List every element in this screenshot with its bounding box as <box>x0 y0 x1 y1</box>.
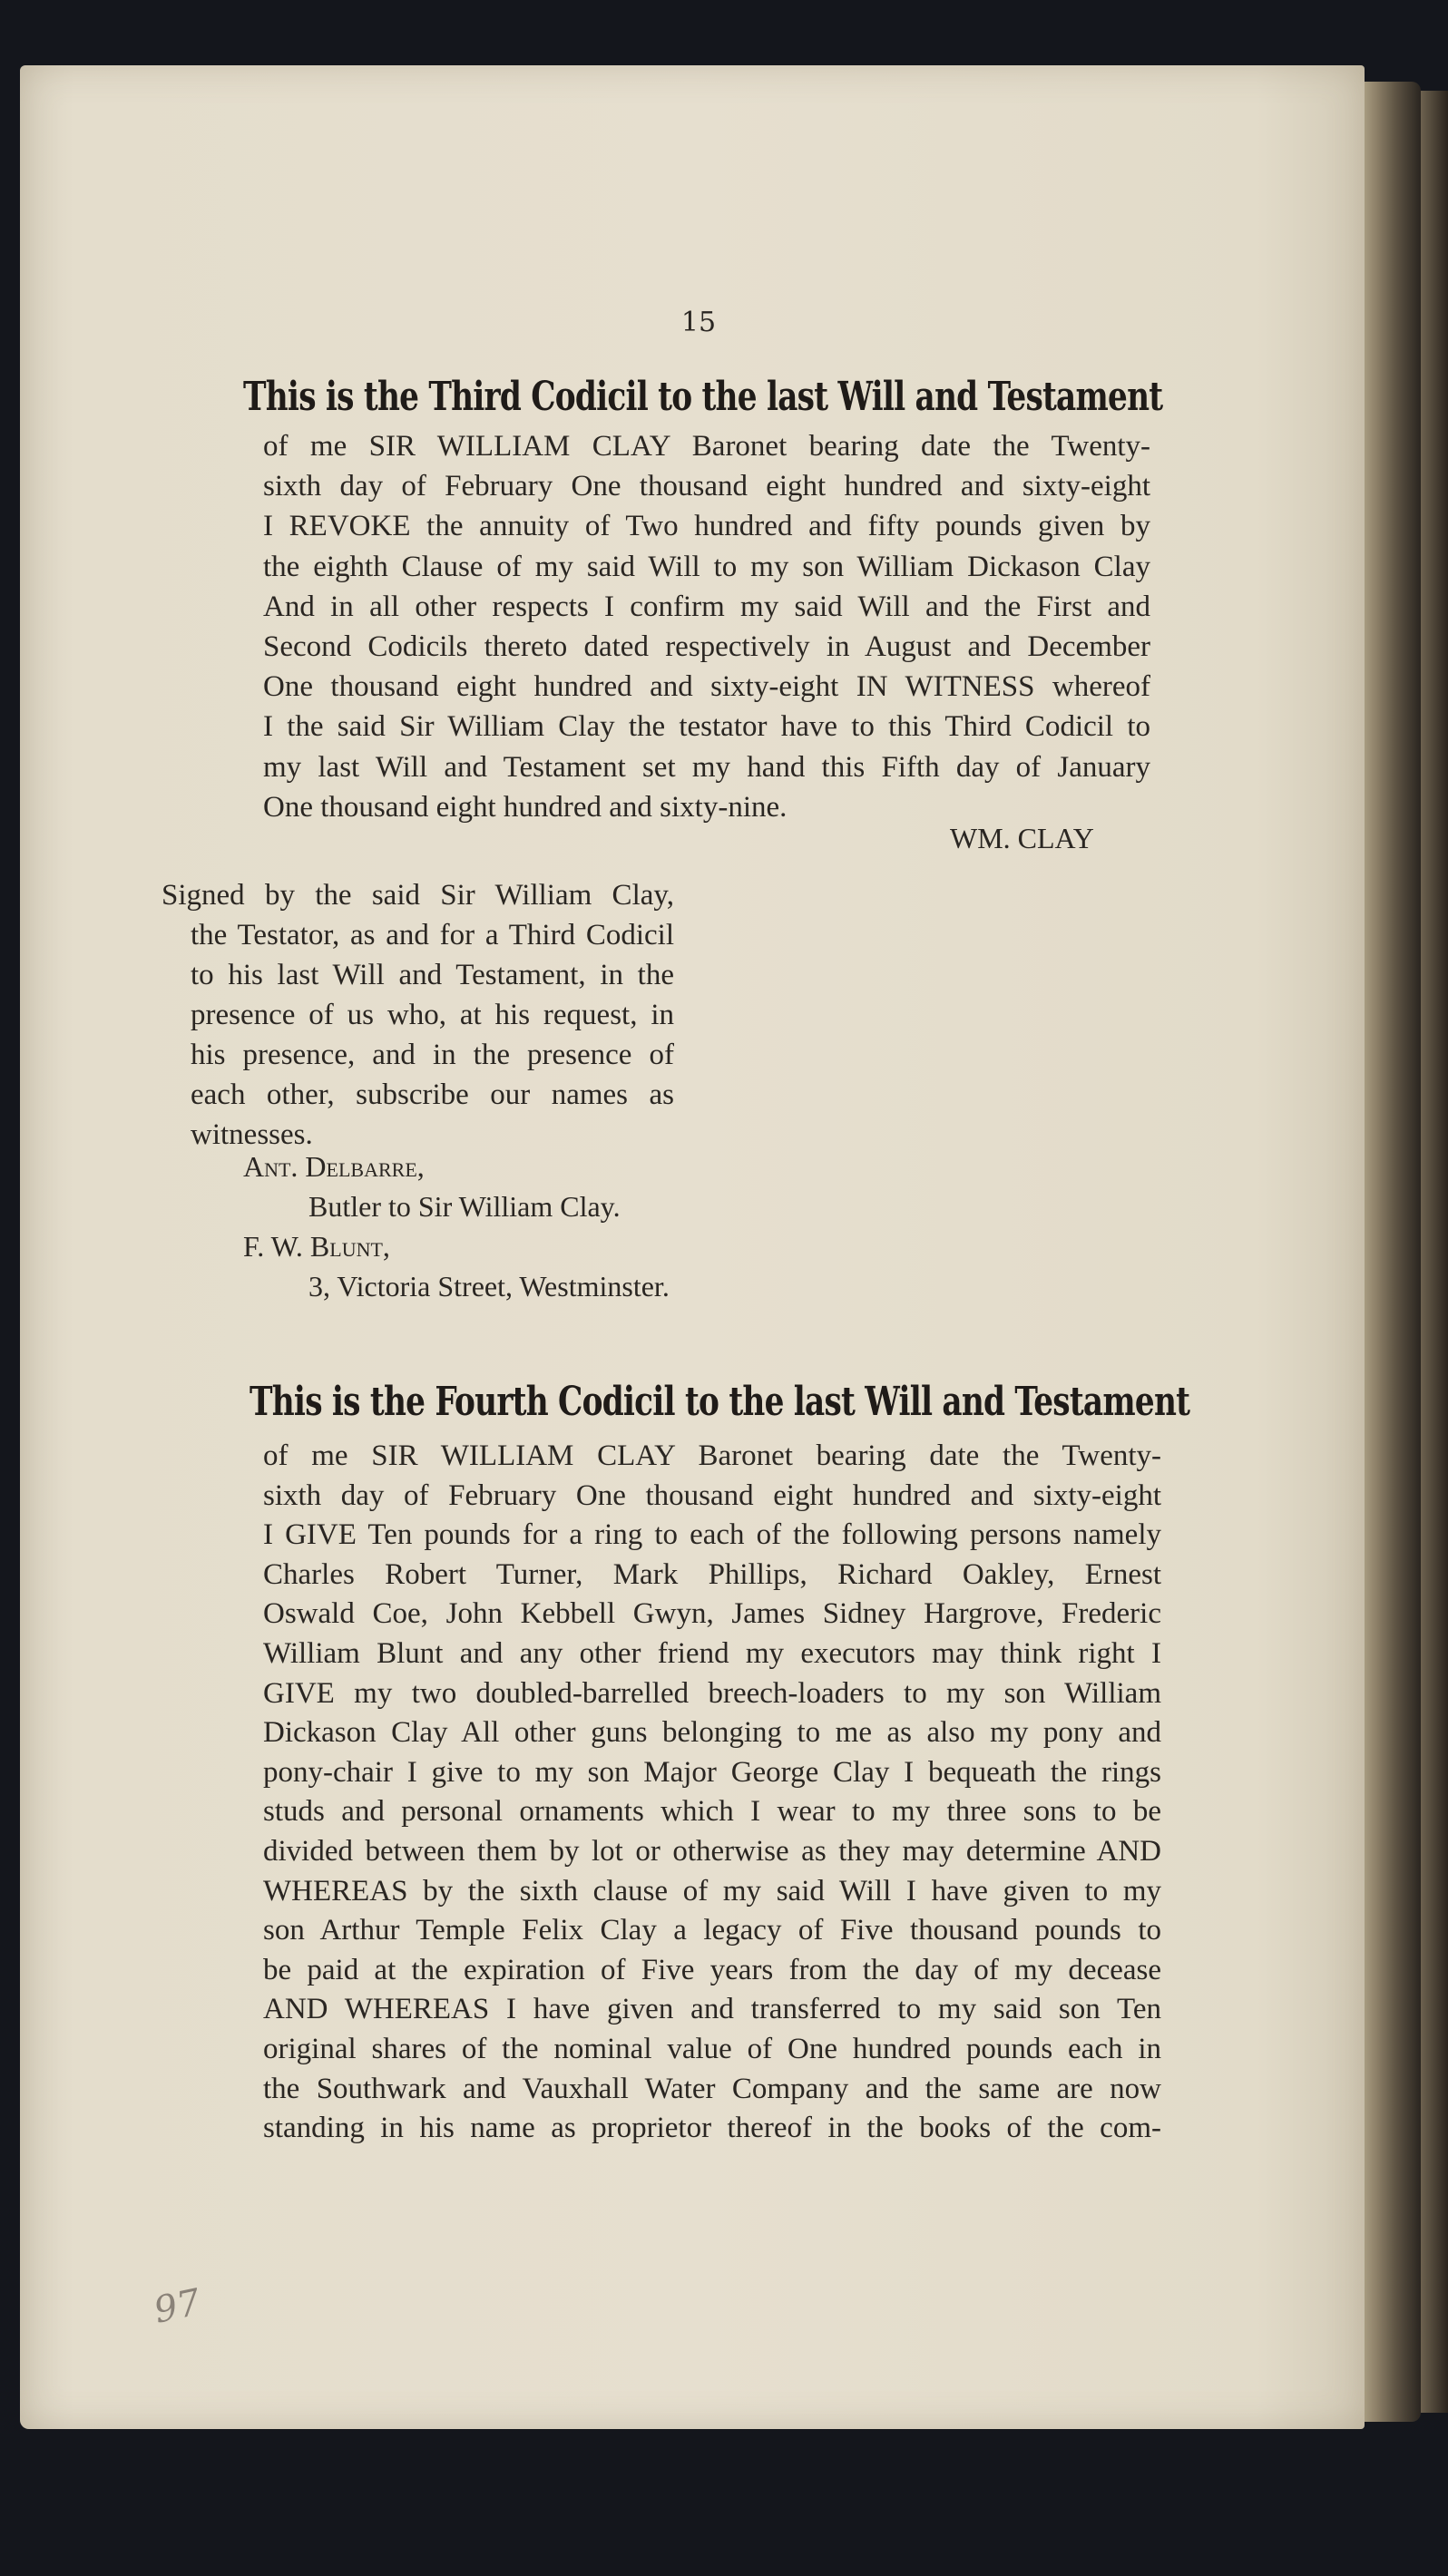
text-line: One thousand eight hundred and sixty-eight IN WITNESS whereof <box>263 670 1150 704</box>
witness-name: Ant. Delbarre, <box>243 1150 425 1183</box>
attestation-line: witnesses. <box>191 1118 313 1151</box>
fourth-codicil-heading: This is the Fourth Codicil to the last Will and Testament <box>249 1379 1190 1425</box>
text-line: divided between them by lot or otherwise as they may determine AND <box>263 1835 1161 1868</box>
text-line: son Arthur Temple Felix Clay a legacy of Five thousand pounds to <box>263 1914 1161 1947</box>
text-line: Oswald Coe, John Kebbell Gwyn, James Sidney Hargrove, Frederic <box>263 1597 1161 1631</box>
text-line: I REVOKE the annuity of Two hundred and fifty pounds given by <box>263 510 1150 543</box>
attestation-line: presence of us who, at his request, in <box>191 999 674 1031</box>
text-line: sixth day of February One thousand eight hundred and sixty-eight <box>263 1478 1161 1512</box>
witness-detail: 3, Victoria Street, Westminster. <box>308 1270 670 1303</box>
text-line: Dickason Clay All other guns belonging to me as also my pony and <box>263 1716 1161 1750</box>
page-stack-edge <box>1357 82 1421 2422</box>
signature-wm-clay: WM. CLAY <box>950 822 1094 854</box>
text-line: the eighth Clause of my said Will to my son William Dickason Clay <box>263 550 1150 583</box>
text-line: I the said Sir William Clay the testator have to this Third Codicil to <box>263 710 1150 744</box>
text-line: WHEREAS by the sixth clause of my said Will I have given to my <box>263 1874 1161 1908</box>
text-line: pony-chair I give to my son Major George Clay I bequeath the rings <box>263 1755 1161 1789</box>
text-line: Second Codicils thereto dated respectively in August and December <box>263 630 1150 663</box>
pencil-margin-note: 97 <box>150 2281 205 2332</box>
text-line: Charles Robert Turner, Mark Phillips, Richard Oakley, Ernest <box>263 1557 1161 1591</box>
attestation-line: each other, subscribe our names as <box>191 1078 674 1111</box>
text-line: my last Will and Testament set my hand this Fifth day of January <box>263 750 1150 784</box>
text-line: William Blunt and any other friend my executors may think right I <box>263 1637 1161 1670</box>
text-line: sixth day of February One thousand eight hundred and sixty-eight <box>263 470 1150 503</box>
attestation-line: to his last Will and Testament, in the <box>191 959 674 991</box>
text-line: GIVE my two doubled-barrelled breech-loaders to my son William <box>263 1676 1161 1710</box>
text-line: One thousand eight hundred and sixty-nine. <box>263 790 788 824</box>
text-line: of me SIR WILLIAM CLAY Baronet bearing date the Twenty- <box>263 430 1150 463</box>
attestation-line: Signed by the said Sir William Clay, <box>161 879 674 912</box>
attestation-line: the Testator, as and for a Third Codicil <box>191 919 674 951</box>
text-line: be paid at the expiration of Five years from the day of my decease <box>263 1953 1161 1986</box>
text-line: original shares of the nominal value of One hundred pounds each in <box>263 2033 1161 2065</box>
witness-detail: Butler to Sir William Clay. <box>308 1190 621 1223</box>
text-line: And in all other respects I confirm my said Will and the First and <box>263 590 1150 623</box>
attestation-line: his presence, and in the presence of <box>191 1039 674 1071</box>
witness-name: F. W. Blunt, <box>243 1230 390 1263</box>
text-line: of me SIR WILLIAM CLAY Baronet bearing date the Twenty- <box>263 1439 1161 1472</box>
text-line: I GIVE Ten pounds for a ring to each of the following persons namely <box>263 1518 1161 1552</box>
third-codicil-heading: This is the Third Codicil to the last Will and Testament <box>243 374 1163 420</box>
page-number: 15 <box>680 307 717 338</box>
text-line: the Southwark and Vauxhall Water Company and the same are now <box>263 2072 1161 2105</box>
text-line: studs and personal ornaments which I wear to my three sons to be <box>263 1795 1161 1829</box>
text-line: AND WHEREAS I have given and transferred to my said son Ten <box>263 1993 1161 2026</box>
text-line: standing in his name as proprietor thereof in the books of the com- <box>263 2112 1161 2145</box>
